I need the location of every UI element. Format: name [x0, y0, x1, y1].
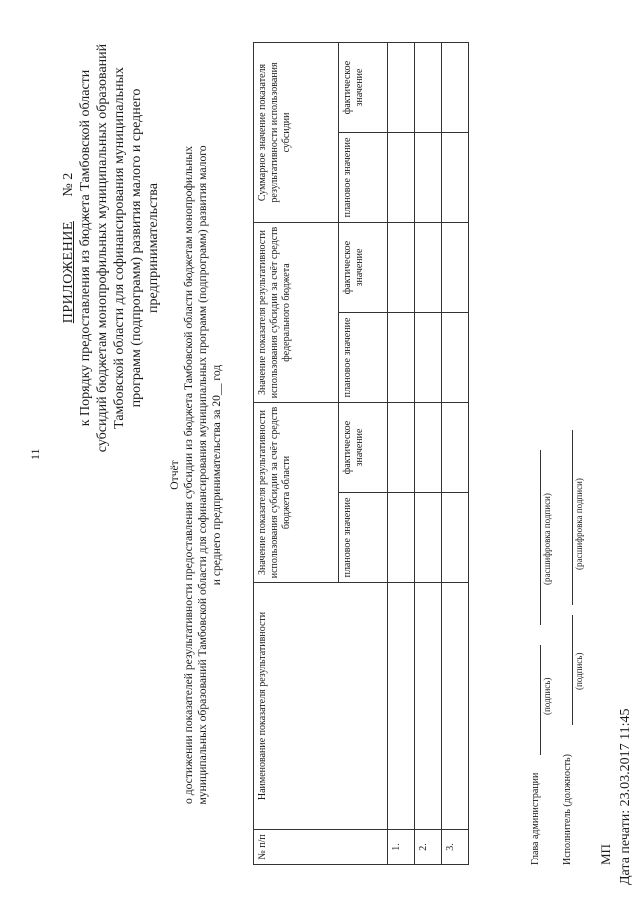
table-cell — [388, 223, 415, 313]
report-table — [253, 42, 469, 865]
table-cell — [388, 493, 415, 583]
appendix-label: ПРИЛОЖЕНИЕ — [61, 221, 76, 324]
head-signature-caption: (подпись) — [542, 677, 552, 715]
executor-label: Исполнитель (должность) — [562, 754, 573, 865]
report-header — [168, 145, 224, 805]
table-cell — [442, 403, 469, 493]
executor-signature-line — [572, 615, 573, 725]
header-name: Наименование показателя результативности — [254, 583, 388, 830]
regional-actual: фактическое значение — [339, 403, 388, 493]
table-cell — [442, 133, 469, 223]
appendix-block — [60, 43, 162, 453]
total-actual: фактическое значение — [339, 43, 388, 133]
row-number: 1. — [388, 830, 415, 865]
executor-decode-caption: (расшифровка подписи) — [574, 478, 584, 570]
table-cell — [415, 493, 442, 583]
appendix-heading — [60, 43, 77, 453]
executor-signature-caption: (подпись) — [574, 652, 584, 690]
header-federal: Значение показателя результативности использования субсидии за счёт средств федерального бюджета — [254, 223, 339, 403]
table-cell — [415, 133, 442, 223]
row-number: 2. — [415, 830, 442, 865]
table-cell — [415, 583, 442, 830]
executor-decode-line — [572, 430, 573, 605]
federal-actual: фактическое значение — [339, 223, 388, 313]
page-number: 11 — [28, 448, 42, 460]
table-cell — [388, 403, 415, 493]
table-row — [388, 43, 415, 865]
table-row — [442, 43, 469, 865]
table-cell — [388, 133, 415, 223]
table-cell — [415, 403, 442, 493]
federal-planned: плановое значение — [339, 313, 388, 403]
head-label: Глава администрации — [530, 772, 541, 865]
appendix-number: № 2 — [61, 172, 76, 197]
table-cell — [442, 583, 469, 830]
total-planned: плановое значение — [339, 133, 388, 223]
table-cell — [442, 493, 469, 583]
regional-planned: плановое значение — [339, 493, 388, 583]
header-total: Суммарное значение показателя результативности использования субсидии — [254, 43, 339, 223]
head-decode-line — [540, 450, 541, 625]
table-cell — [388, 43, 415, 133]
table-cell — [442, 313, 469, 403]
table-cell — [388, 313, 415, 403]
table-cell — [442, 223, 469, 313]
table-cell — [388, 583, 415, 830]
report-title: Отчёт — [168, 460, 181, 490]
table-row — [415, 43, 442, 865]
print-date: Дата печати: 23.03.2017 11:45 — [618, 708, 633, 885]
report-subtitle: о достижении показателей результативности предоставления субсидии из бюджета Тамбовской области бюджетам монопрофильных муниципальных образований Тамбовской области для софинансирования муниципальных программ (подпрограмм) развития малого и среднего предпринимательства за 20__ год — [182, 145, 223, 805]
appendix-text: к Порядку предоставления из бюджета Тамбовской области субсидий бюджетам монопрофильных муниципальных образований Тамбовской области для софинансирования муниципальных программ (подпрограмм) развития малого и среднего предпринимательства — [78, 43, 161, 453]
table-cell — [415, 43, 442, 133]
head-signature-line — [540, 645, 541, 755]
table-cell — [442, 43, 469, 133]
table-cell — [415, 313, 442, 403]
header-regional: Значение показателя результативности использования субсидии за счёт средств бюджета области — [254, 403, 339, 583]
head-decode-caption: (расшифровка подписи) — [542, 493, 552, 585]
table-cell — [415, 223, 442, 313]
row-number: 3. — [442, 830, 469, 865]
header-num: № п/п — [254, 830, 388, 865]
table-header-row — [254, 43, 339, 865]
stamp-place: МП — [598, 844, 613, 865]
